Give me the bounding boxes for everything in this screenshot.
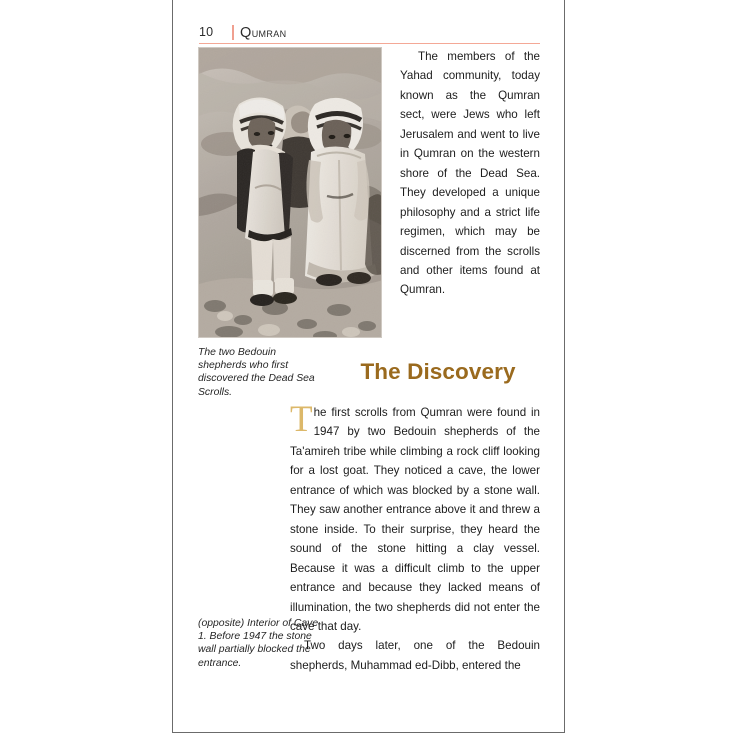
section-heading: The Discovery (360, 359, 516, 384)
running-head-divider (232, 25, 234, 40)
body-column (290, 399, 540, 675)
drop-cap: T (290, 399, 313, 440)
intro-paragraph: The members of the Yahad community, today known as the Qumran sect, were Jews who left Jerusalem and went to live in Qumran on the western shore of the Dead Sea. They developed a unique philosophy and a strict life regimen, which may be discerned from the scrolls and other items found at Qumran. (400, 50, 540, 297)
bedouin-shepherds-photograph (198, 47, 382, 338)
book-page (172, 0, 565, 733)
running-head-rule (199, 43, 540, 45)
body-paragraph-1-text: he first scrolls from Qumran were found in 1947 by two Bedouin shepherds of the Ta'amireh tribe while climbing a rock cliff looking for a lost goat. They noticed a cave, the lower entrance of which was blocked by a stone wall. They saw another entrance above it and threw a stone inside. To their surprise, they heard the sound of the stone hitting a clay vessel. Because it was a difficult climb to the upper entrance and because they lacked means of illumination, the two shepherds did not enter the cave that day. (290, 406, 540, 633)
photo-caption-top: The two Bedouin shepherds who first discovered the Dead Sea Scrolls. (198, 347, 315, 398)
photograph-image (199, 48, 382, 338)
page-number: 10 (199, 25, 214, 39)
photo-caption-bottom: (opposite) Interior of Cave 1. Before 1947 the stone wall partially blocked the entrance. (198, 618, 319, 669)
intro-column (400, 47, 540, 300)
running-head-title-rest: umran (251, 26, 287, 40)
body-paragraph-2: Two days later, one of the Bedouin shepherds, Muhammad ed-Dibb, entered the (290, 639, 540, 672)
running-head (199, 25, 540, 47)
running-head-title-initial: Q (240, 25, 252, 41)
body-paragraph-1 (290, 399, 540, 636)
running-head-title (240, 25, 286, 41)
